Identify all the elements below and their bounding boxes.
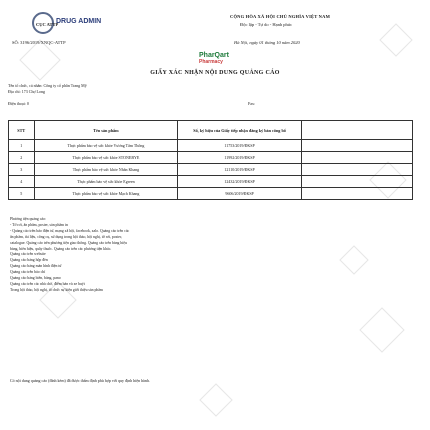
table-row: 3 Thực phẩm bảo vệ sức khỏe Nhân Khang 12110/2019/ĐKSP bbox=[9, 164, 413, 176]
fax: Fax: bbox=[248, 101, 256, 106]
document-title: GIẤY XÁC NHẬN NỘI DUNG QUẢNG CÁO bbox=[150, 70, 280, 76]
agency-logo: DRUG ADMIN bbox=[56, 18, 102, 25]
content-line: Quảng cáo bảng màn hình điện tử bbox=[10, 264, 62, 269]
content-line: Quảng cáo bảng biển, băng, pano bbox=[10, 276, 61, 281]
brand-subtitle: Pharmacy bbox=[199, 59, 223, 65]
contact-info bbox=[8, 101, 413, 106]
advertising-media bbox=[10, 217, 310, 294]
content-line: Quảng cáo trên các nhà chờ, điểm bán và xe buýt bbox=[10, 281, 85, 286]
issue-date: Hà Nội, ngày 01 tháng 10 năm 2020 bbox=[234, 40, 300, 45]
col-product-name: Tên sản phẩm bbox=[34, 121, 178, 140]
content-line: catalogue. Quảng cáo trên phương tiện giao thông. Quảng cáo trên bảng hiệu bbox=[10, 240, 127, 245]
republic-header: CỘNG HÒA XÃ HỘI CHỦ NGHĨA VIỆT NAM bbox=[230, 14, 331, 19]
holder-name: Tên tổ chức, cá nhân: Công ty cổ phần Trang Mỹ bbox=[8, 83, 87, 88]
brand-name: PharQart bbox=[199, 52, 229, 59]
content-line: Quảng cáo trên báo chí bbox=[10, 270, 46, 275]
content-line: ấn phẩm, tài liệu, công cụ, sử dụng trong hội thảo, hội nghị, tờ rơi, poster, bbox=[10, 234, 123, 239]
document-number: SỐ: 3196/2019/XNQC-ATTP bbox=[12, 40, 66, 45]
content-line: bảng, biển hiệu, quầy thuốc. Quảng cáo trên các phương tiện khác. bbox=[10, 246, 112, 251]
col-empty bbox=[301, 121, 412, 140]
content-line: - Quảng cáo trên báo điện tử, mạng xã hội, facebook, zalo. Quảng cáo trên các bbox=[10, 228, 130, 233]
content-line: - Tờ rơi, ấn phẩm, poster, sản phẩm in bbox=[10, 222, 68, 227]
content-heading: Phương tiện quảng cáo: bbox=[10, 217, 47, 221]
footer-note: Có nội dung quảng cáo (đính kèm) đã được thẩm định phù hợp với quy định hiện hành. bbox=[10, 378, 150, 383]
table-row: 4 Thực phẩm bảo vệ sức khỏe Egreen 12432/2019/ĐKSP bbox=[9, 176, 413, 188]
holder-info bbox=[8, 83, 87, 94]
col-stt: STT bbox=[9, 121, 35, 140]
table-row: 2 Thực phẩm bảo vệ sức khỏe STONEBYE 11992/2019/ĐKSP bbox=[9, 152, 413, 164]
holder-address: Địa chỉ: 173 Chợ Long bbox=[8, 88, 45, 94]
content-line: Quảng cáo trên website bbox=[10, 252, 46, 257]
content-line: Trong hội thảo, hội nghị, tổ chức sự kiện giới thiệu sản phẩm bbox=[10, 287, 103, 292]
brand-logo bbox=[199, 52, 229, 65]
table-row: 1 Thực phẩm bảo vệ sức khỏe Vương Tâm Thống 11753/2019/ĐKSP bbox=[9, 140, 413, 152]
motto: Độc lập - Tự do - Hạnh phúc bbox=[240, 22, 292, 27]
agency-name: CỤC ATTP bbox=[36, 22, 59, 27]
col-registration-number: Số, ký hiệu của Giấy tiếp nhận đăng ký bản công bố bbox=[178, 121, 301, 140]
product-table bbox=[8, 120, 413, 200]
table-row: 5 Thực phẩm bảo vệ sức khỏe Mạch Khang 9606/2019/ĐKSP bbox=[9, 188, 413, 200]
content-line: Quảng cáo bảng hộp đèn bbox=[10, 258, 48, 263]
table-header-row bbox=[9, 121, 413, 140]
phone: Điện thoại: 0 bbox=[8, 101, 29, 106]
